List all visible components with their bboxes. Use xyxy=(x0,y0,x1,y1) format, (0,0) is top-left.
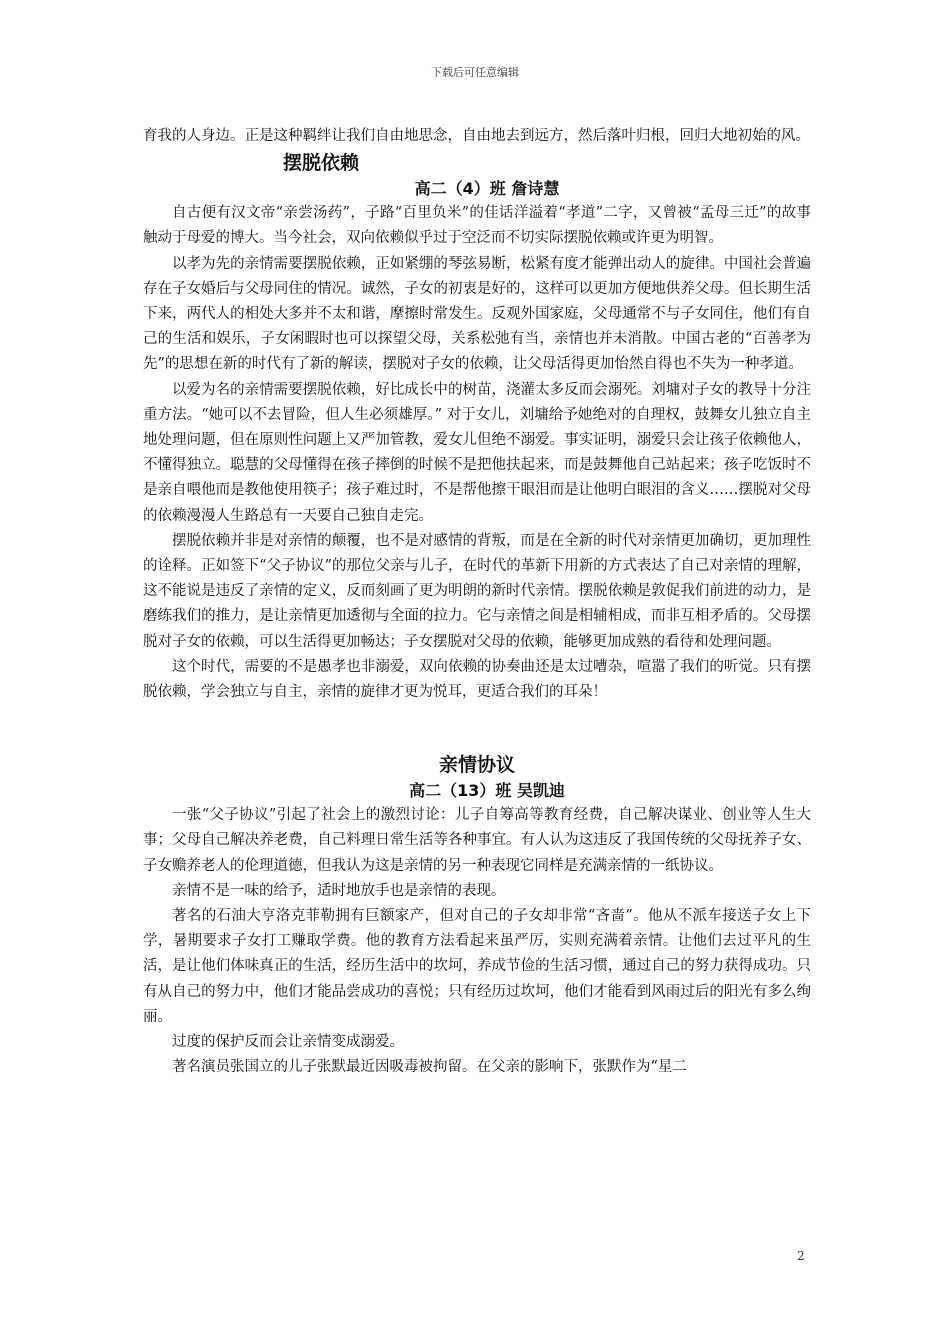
essay2-paragraph: 亲情不是一味的给予，适时地放手也是亲情的表现。 xyxy=(172,882,506,899)
essay2-paragraph: 过度的保护反而会让亲情变成溺爱。 xyxy=(172,1034,404,1051)
page-number: 2 xyxy=(797,1249,805,1263)
essay1-paragraph: 以孝为先的亲情需要摆脱依赖，正如紧绷的琴弦易断，松紧有度才能弹出动人的旋律。中国社会普遍存在子女婚后与父母同住的情况。诚然，子女的初衷是好的，这样可以更加方便地供养父母。但长期生活下来，两代人的相处大多并不太和谐，摩擦时常发生。反观外国家庭，父母通常不与子女同住，他们有自己的生活和娱乐，子女闲暇时也可以探望父母，关系松弛有当，亲情也并未消散。中国古老的“百善孝为先”的思想在新的时代有了新的解读，摆脱对子女的依赖，让父母活得更加怡然自得也不失为一种孝道。 xyxy=(143,255,811,373)
essay2-byline: 高二（13）班 吴凯迪 xyxy=(409,781,565,801)
essay1-paragraph: 摆脱依赖并非是对亲情的颠覆，也不是对感情的背叛，而是在全新的时代对亲情更加确切，更加理性的诠释。正如签下“父子协议”的那位父亲与儿子，在时代的革新下用新的方式表达了自己对亲情的理解，这不能说是违反了亲情的定义，反而刻画了更为明朗的新时代亲情。摆脱依赖是敦促我们前进的动力，是磨练我们的推力，是让亲情更加透彻与全面的拉力。它与亲情之间是相辅相成，而非互相矛盾的。父母摆脱对子女的依赖，可以生活得更加畅达；子女摆脱对父母的依赖，能够更加成熟的看待和处理问题。 xyxy=(143,532,811,650)
essay1-paragraph: 以爱为名的亲情需要摆脱依赖，好比成长中的树苗，浇灌太多反而会溺死。刘墉对子女的教导十分注重方法。“她可以不去冒险，但人生必须雄厚。” 对于女儿，刘墉给予她绝对的自理权，鼓舞女儿独立自主地处理问题，但在原则性问题上又严加管教，爱女儿但绝不溺爱。事实证明，溺爱只会让孩子依赖他人，不懂得独立。聪慧的父母懂得在孩子摔倒的时候不是把他扶起来，而是鼓舞他自己站起来；孩子吃饭时不是亲自喂他而是教他使用筷子；孩子难过时，不是帮他擦干眼泪而是让他明白眼泪的含义……摆脱对父母的依赖漫漫人生路总有一天要自己独自走完。 xyxy=(143,381,811,524)
essay2-paragraph: 一张“父子协议”引起了社会上的激烈讨论：儿子自筹高等教育经费，自己解决谋业、创业等人生大事；父母自己解决养老费，自己料理日常生活等各种事宜。有人认为这违反了我国传统的父母抚养子女、子女赡养老人的伦理道德，但我认为这是亲情的另一种表现它同样是充满亲情的一纸协议。 xyxy=(143,807,811,874)
intro-paragraph: 育我的人身边。正是这种羁绊让我们自由地思念，自由地去到远方，然后落叶归根，回归大地初始的风。 xyxy=(143,128,810,144)
essay2-title: 亲情协议 xyxy=(438,754,515,777)
document-body xyxy=(143,124,811,1081)
page-header: 下载后可任意编辑 xyxy=(431,66,519,79)
section-spacer xyxy=(143,705,811,751)
essay1-paragraph: 自古便有汉文帝“亲尝汤药”，子路“百里负米”的佳话洋溢着“孝道”二字，又曾被“孟母三迁”的故事触动于母爱的博大。当今社会，双向依赖似乎过于空泛而不切实际摆脱依赖或许更为明智。 xyxy=(143,205,811,247)
essay1-title: 摆脱依赖 xyxy=(283,152,360,175)
essay2-paragraph: 著名的石油大亨洛克菲勒拥有巨额家产，但对自己的子女却非常“吝啬”。他从不派车接送子女上下学，暑期要求子女打工赚取学费。他的教育方法看起来虽严厉，实则充满着亲情。让他们去过平凡的生活，是让他们体味真正的生活，经历生活中的坎坷，养成节俭的生活习惯，通过自己的努力获得成功。只有从自己的努力中，他们才能品尝成功的喜悦；只有经历过坎坷，他们才能看到风雨过后的阳光有多么绚丽。 xyxy=(143,908,811,1025)
essay2-paragraph: 著名演员张国立的儿子张默最近因吸毒被拘留。在父亲的影响下，张默作为“星二 xyxy=(172,1059,687,1076)
essay1-paragraph: 这个时代，需要的不是愚孝也非溺爱，双向依赖的协奏曲还是太过嘈杂，喧嚣了我们的听觉。只有摆脱依赖，学会独立与自主，亲情的旋律才更为悦耳，更适合我们的耳朵！ xyxy=(143,658,811,701)
essay1-byline: 高二（4）班 詹诗慧 xyxy=(414,179,560,199)
